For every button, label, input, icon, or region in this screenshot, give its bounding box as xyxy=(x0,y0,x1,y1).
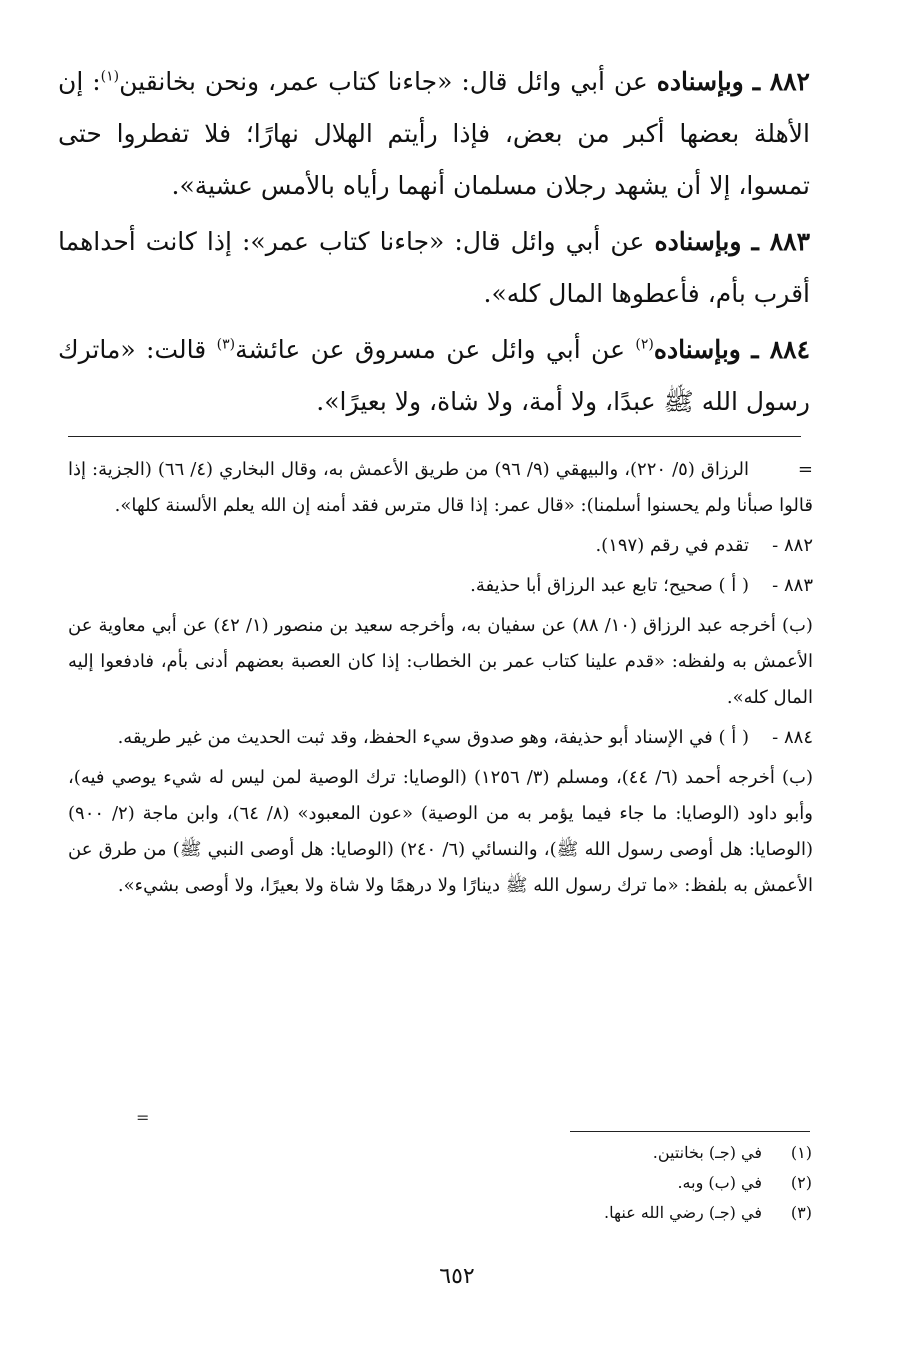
main-text xyxy=(58,56,810,428)
footnotes-divider xyxy=(570,1131,810,1132)
note-text: الرزاق (٥/ ٢٢٠)، والبيهقي (٩/ ٩٦) من طريق الأعمش به، وقال البخاري (٤/ ٦٦) (الجزية: إذا قالوا صبأنا ولم يحسنوا أسلمنا): «قال عمر: إذا قال مترس فقد أمنه إن الله يعلم الألسنة كلها». xyxy=(68,459,813,516)
page-number: ٦٥٢ xyxy=(439,1264,475,1289)
footnote-1 xyxy=(400,1138,812,1168)
paragraph-884 xyxy=(58,324,810,428)
paragraph-883 xyxy=(58,216,810,320)
hadith-number: ٨٨٤ ـ xyxy=(751,335,811,364)
note-text: ( أ ) في الإسناد أبو حذيفة، وهو صدوق سيء الحفظ، وقد ثبت الحديث من غير طريقه. xyxy=(117,727,749,748)
footnote-text: في (ب) وبه. xyxy=(677,1173,762,1192)
footnote-number: (١) xyxy=(790,1143,812,1162)
note-text: ( أ ) صحيح؛ تابع عبد الرزاق أبا حذيفة. xyxy=(470,575,749,596)
hadith-text: قالت: «ماترك رسول الله ﷺ عبدًا، ولا أمة، ولا شاة، ولا بعيرًا». xyxy=(58,335,810,416)
hadith-text: عن أبي وائل قال: «جاءنا كتاب عمر»: إذا كانت أحداهما أقرب بأم، فأعطوها المال كله». xyxy=(58,227,810,308)
paragraph-882 xyxy=(58,56,810,212)
footnote-3 xyxy=(400,1198,812,1228)
footnote-ref[interactable]: (٢) xyxy=(635,336,654,353)
note-text: تقدم في رقم (١٩٧). xyxy=(595,535,749,556)
footnote-ref[interactable]: (١) xyxy=(100,68,120,85)
continuation-mark: = xyxy=(797,459,813,480)
hadith-text: عن أبي وائل قال: «جاءنا كتاب عمر، ونحن بخانقين xyxy=(119,67,657,96)
footnote-text: في (جـ) بخانتين. xyxy=(652,1143,762,1162)
continuation-mark: = xyxy=(136,1108,150,1127)
footnotes xyxy=(400,1138,812,1228)
note-text: (ب) أخرجه عبد الرزاق (١٠/ ٨٨) عن سفيان به، وأخرجه سعيد بن منصور (١/ ٤٢) عن أبي معاوية عن الأعمش به ولفظه: «قدم علينا كتاب عمر بن الخطاب: إذا كان العصبة بعضهم أدنى بأم، فادفعوا إليه المال كله». xyxy=(68,615,813,708)
commentary-notes xyxy=(68,452,813,908)
note-883 xyxy=(68,568,813,604)
note-label: ٨٨٣ - xyxy=(772,575,813,596)
hadith-text: عن أبي وائل عن مسروق عن عائشة xyxy=(235,335,636,364)
note-text: (ب) أخرجه أحمد (٦/ ٤٤)، ومسلم (٣/ ١٢٥٦) (الوصايا: ترك الوصية لمن ليس له شيء يوصي فيه)، وأبو داود (الوصايا: ما جاء فيما يؤمر به من الوصية) «عون المعبود» (٨/ ٦٤)، وابن ماجة (٢/ ٩٠٠) (الوصايا: هل أوصى رسول الله ﷺ)، والنسائي (٦/ ٢٤٠) (الوصايا: هل أوصى النبي ﷺ) من طرق عن الأعمش به بلفظ: «ما ترك رسول الله ﷺ دينارًا ولا درهمًا ولا شاة ولا بعيرًا، ولا أوصى بشيء». xyxy=(68,767,813,896)
note-884 xyxy=(68,720,813,756)
footnote-number: (٣) xyxy=(790,1203,812,1222)
notes-divider xyxy=(68,436,801,437)
hadith-lead: وبإسناده xyxy=(653,335,741,364)
hadith-number: ٨٨٣ ـ xyxy=(751,227,811,256)
hadith-lead: وبإسناده xyxy=(654,227,742,256)
note-884-b xyxy=(68,760,813,904)
note-continued xyxy=(68,452,813,524)
note-882 xyxy=(68,528,813,564)
hadith-number: ٨٨٢ ـ xyxy=(752,67,810,96)
footnote-ref[interactable]: (٣) xyxy=(216,336,236,353)
hadith-text: : إن الأهلة بعضها أكبر من بعض، فإذا رأيتم الهلال نهارًا؛ فلا تفطروا حتى تمسوا، إلا أن يشهد رجلان مسلمان أنهما رأياه بالأمس عشية». xyxy=(58,67,810,200)
footnote-2 xyxy=(400,1168,812,1198)
note-label: ٨٨٢ - xyxy=(772,535,813,556)
footnote-text: في (جـ) رضي الله عنها. xyxy=(604,1203,762,1222)
hadith-lead: وبإسناده xyxy=(656,67,744,96)
note-label: ٨٨٤ - xyxy=(772,727,813,748)
note-883-b xyxy=(68,608,813,716)
footnote-number: (٢) xyxy=(790,1173,812,1192)
